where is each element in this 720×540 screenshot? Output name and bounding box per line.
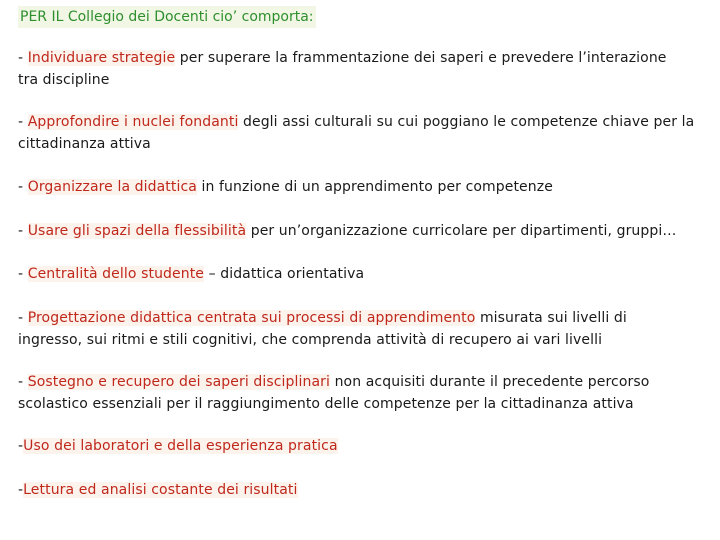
list-item (18, 220, 720, 242)
list-item-line (18, 263, 720, 285)
bullet-dash: - (18, 438, 24, 454)
item-keyword: Organizzare la didattica (27, 179, 197, 195)
bullet-dash: - (18, 310, 28, 326)
list-item-line (18, 435, 720, 457)
list-item (18, 47, 720, 91)
item-text-continuation: tra discipline (18, 72, 110, 88)
list-item-line (18, 479, 720, 501)
bullet-dash: - (18, 114, 28, 130)
item-text: – didattica orientativa (204, 266, 365, 282)
bullet-dash: - (18, 482, 24, 498)
list-item (18, 307, 720, 351)
list-item-line (18, 220, 720, 242)
bullet-dash: - (18, 266, 28, 282)
item-text-continuation: cittadinanza attiva (18, 136, 151, 152)
item-text: in funzione di un apprendimento per competenze (196, 179, 553, 195)
list-item (18, 263, 720, 285)
list-item-line (18, 47, 720, 69)
item-keyword: Usare gli spazi della flessibilità (27, 223, 247, 239)
list-item-line (18, 176, 720, 198)
item-keyword: Uso dei laboratori e della esperienza pratica (23, 438, 338, 454)
item-keyword: Progettazione didattica centrata sui processi di apprendimento (27, 310, 476, 326)
item-keyword: Approfondire i nuclei fondanti (27, 114, 239, 130)
list-item (18, 176, 720, 198)
list-item-line (18, 307, 720, 329)
item-text: misurata sui livelli di (475, 310, 627, 326)
slide-title: PER IL Collegio dei Docenti cio’ comporta: (18, 6, 316, 28)
item-keyword: Sostegno e recupero dei saperi disciplinari (27, 374, 331, 390)
list-item (18, 371, 720, 415)
item-text-continuation: ingresso, sui ritmi e stili cognitivi, che comprenda attività di recupero ai vari livelli (18, 332, 603, 348)
item-text: degli assi culturali su cui poggiano le competenze chiave per la (238, 114, 695, 130)
bullet-dash: - (18, 179, 28, 195)
list-item (18, 111, 720, 155)
item-text: per superare la frammentazione dei saperi e prevedere l’interazione (175, 50, 667, 66)
item-keyword: Lettura ed analisi costante dei risultati (23, 482, 298, 498)
list-item-line (18, 371, 720, 393)
bullet-dash: - (18, 374, 28, 390)
item-text: per un’organizzazione curricolare per dipartimenti, gruppi… (246, 223, 677, 239)
list-item (18, 435, 720, 457)
list-item (18, 479, 720, 501)
list-item-line (18, 111, 720, 133)
item-text-continuation: scolastico essenziali per il raggiungimento delle competenze per la cittadinanza attiva (18, 396, 634, 412)
item-keyword: Individuare strategie (27, 50, 176, 66)
item-text: non acquisiti durante il precedente percorso (330, 374, 650, 390)
item-keyword: Centralità dello studente (27, 266, 205, 282)
bullet-dash: - (18, 50, 28, 66)
bullet-dash: - (18, 223, 28, 239)
